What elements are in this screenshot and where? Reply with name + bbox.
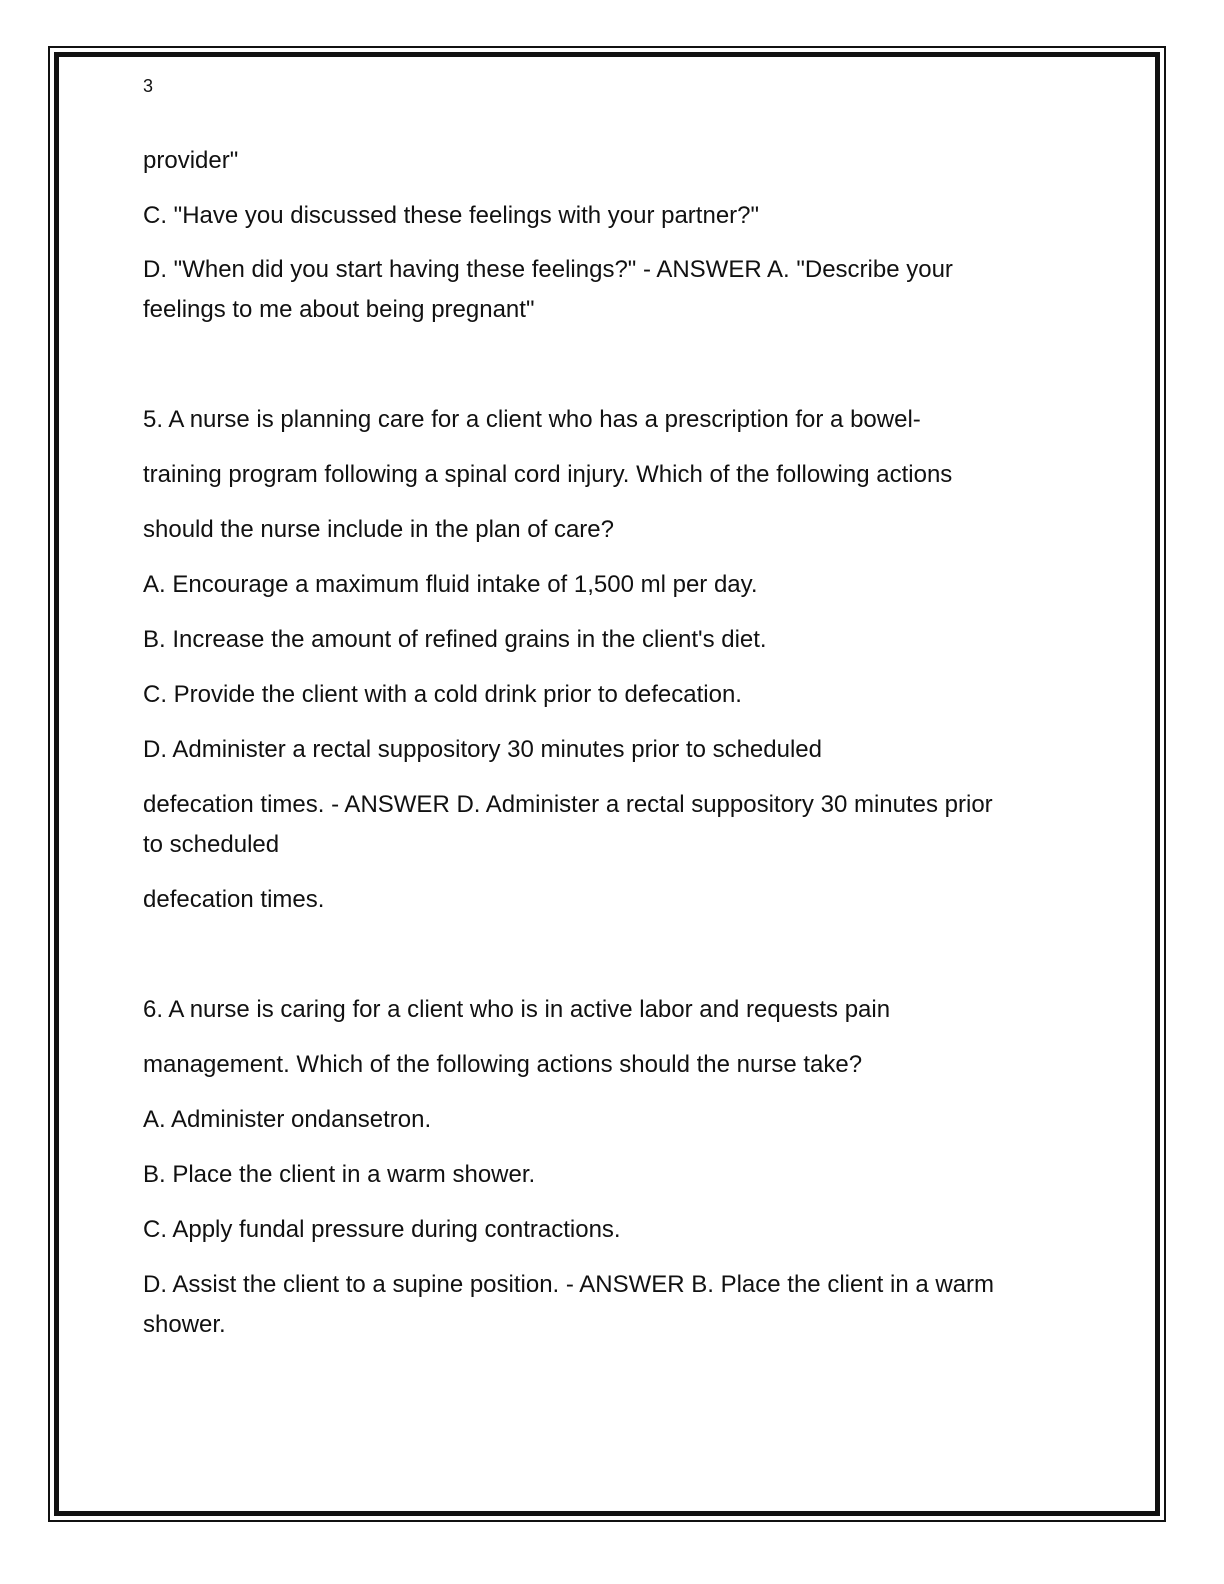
question-5-stem: should the nurse include in the plan of care? xyxy=(143,516,614,543)
question-6-stem: 6. A nurse is caring for a client who is in active labor and requests pain xyxy=(143,996,891,1023)
text-line: D. "When did you start having these feelings?" - ANSWER A. "Describe your xyxy=(143,256,953,283)
question-6-option-c: C. Apply fundal pressure during contractions. xyxy=(143,1216,621,1243)
question-5-option-b: B. Increase the amount of refined grains in the client's diet. xyxy=(143,626,767,653)
question-5-option-c: C. Provide the client with a cold drink prior to defecation. xyxy=(143,681,742,708)
question-6-option-d-answer: D. Assist the client to a supine position. - ANSWER B. Place the client in a warm xyxy=(143,1271,995,1298)
text-line: feelings to me about being pregnant" xyxy=(143,296,535,323)
question-5-stem: training program following a spinal cord injury. Which of the following actions xyxy=(143,461,953,488)
question-5-answer: defecation times. xyxy=(143,886,325,913)
text-line: C. "Have you discussed these feelings with your partner?" xyxy=(143,202,760,229)
question-5-answer: defecation times. - ANSWER D. Administer a rectal suppository 30 minutes prior xyxy=(143,791,993,818)
question-6-answer: shower. xyxy=(143,1311,226,1338)
question-6-stem: management. Which of the following actions should the nurse take? xyxy=(143,1051,863,1078)
question-5-stem: 5. A nurse is planning care for a client who has a prescription for a bowel- xyxy=(143,406,921,433)
question-5-answer: to scheduled xyxy=(143,831,280,858)
question-6-option-b: B. Place the client in a warm shower. xyxy=(143,1161,536,1188)
question-5-option-a: A. Encourage a maximum fluid intake of 1,500 ml per day. xyxy=(143,571,758,598)
question-6-option-a: A. Administer ondansetron. xyxy=(143,1106,432,1133)
question-5-option-d: D. Administer a rectal suppository 30 minutes prior to scheduled xyxy=(143,736,822,763)
page-number: 3 xyxy=(143,76,154,96)
text-line: provider" xyxy=(143,147,239,174)
